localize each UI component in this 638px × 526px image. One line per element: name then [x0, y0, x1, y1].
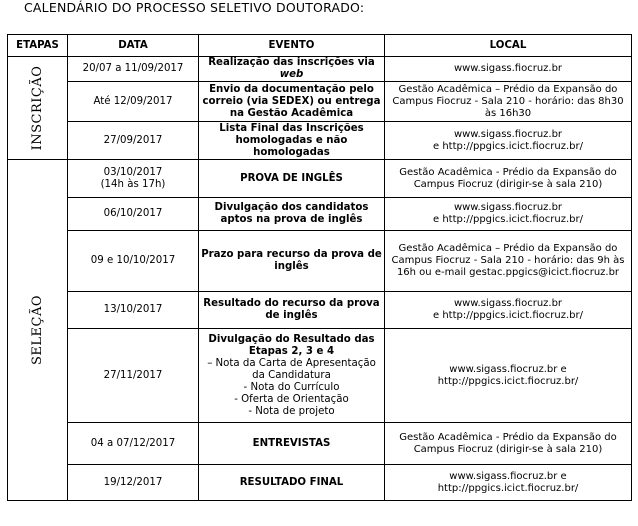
cell-local: www.sigass.fiocruz.br [385, 57, 632, 82]
cell-evento: Prazo para recurso da prova de inglês [199, 231, 385, 292]
cell-data: 27/11/2017 [68, 329, 199, 423]
cell-local [385, 329, 632, 423]
stage-selecao-label: SELEÇÃO [29, 294, 45, 366]
header-data: DATA [68, 35, 199, 57]
cell-data: 04 a 07/12/2017 [68, 423, 199, 465]
cell-evento: RESULTADO FINAL [199, 465, 385, 501]
evento-item: - Nota do Currículo [243, 381, 340, 393]
table-row [8, 198, 632, 231]
calendar-table [7, 34, 632, 501]
evento-item: - Nota de projeto [248, 405, 335, 417]
cell-local: Gestão Acadêmica - Prédio da Expansão do Campus Fiocruz (dirigir-se à sala 210) [385, 160, 632, 198]
table-row [8, 122, 632, 160]
header-etapas: ETAPAS [8, 35, 68, 57]
table-row [8, 57, 632, 82]
stage-inscricao-label: INSCRIÇÃO [29, 65, 45, 151]
local-line-1: www.sigass.fiocruz.br [453, 128, 563, 140]
table-row [8, 465, 632, 501]
stage-selecao [8, 160, 68, 501]
table-row [8, 329, 632, 423]
evento-web-text: web [279, 69, 304, 80]
local-line-1: www.sigass.fiocruz.br [453, 202, 563, 213]
local-line-1: www.sigass.fiocruz.br e [449, 470, 567, 482]
local-line-2: http://ppgics.icict.fiocruz.br/ [437, 482, 579, 494]
data-line-2: (14h às 17h) [100, 178, 166, 190]
local-line-1: www.sigass.fiocruz.br e [449, 363, 567, 375]
cell-evento: Envio da documentação pelo correio (via SEDEX) ou entrega na Gestão Acadêmica [199, 82, 385, 122]
cell-local: Gestão Acadêmica - Prédio da Expansão do Campus Fiocruz (dirigir-se à sala 210) [385, 423, 632, 465]
cell-local: Gestão Acadêmica – Prédio da Expansão do Campus Fiocruz - Sala 210 - horário: das 8h30 às 16h30 [385, 82, 632, 122]
cell-local [385, 198, 632, 231]
cell-data: 09 e 10/10/2017 [68, 231, 199, 292]
cell-data: 27/09/2017 [68, 122, 199, 160]
table-row [8, 82, 632, 122]
cell-evento: Divulgação dos candidatos aptos na prova de inglês [199, 198, 385, 231]
table-row [8, 423, 632, 465]
cell-evento: Resultado do recurso da prova de inglês [199, 292, 385, 329]
cell-data: Até 12/09/2017 [68, 82, 199, 122]
cell-local [385, 292, 632, 329]
evento-text: Realização das inscrições via [208, 57, 375, 68]
local-line-2: e http://ppgics.icict.fiocruz.br/ [433, 214, 583, 225]
table-row [8, 160, 632, 198]
cell-evento: Lista Final das Inscrições homologadas e não homologadas [199, 122, 385, 160]
stage-inscricao [8, 57, 68, 160]
cell-data [68, 160, 199, 198]
cell-evento [199, 329, 385, 423]
cell-evento [199, 57, 385, 82]
table-row [8, 292, 632, 329]
local-line-1: www.sigass.fiocruz.br [453, 298, 563, 309]
cell-data: 19/12/2017 [68, 465, 199, 501]
header-local: LOCAL [385, 35, 632, 57]
local-line-2: http://ppgics.icict.fiocruz.br/ [437, 375, 579, 387]
cell-data: 06/10/2017 [68, 198, 199, 231]
data-line-1: 03/10/2017 [103, 166, 163, 178]
evento-item: - Oferta de Orientação [234, 393, 349, 405]
header-evento: EVENTO [199, 35, 385, 57]
cell-data: 20/07 a 11/09/2017 [68, 57, 199, 82]
cell-evento: ENTREVISTAS [199, 423, 385, 465]
evento-heading: Divulgação do Resultado das Etapas 2, 3 e 4 [208, 333, 375, 357]
table-row [8, 231, 632, 292]
cell-data: 13/10/2017 [68, 292, 199, 329]
page-title: CALENDÁRIO DO PROCESSO SELETIVO DOUTORADO: [24, 0, 365, 15]
header-row [8, 35, 632, 57]
local-line-2: e http://ppgics.icict.fiocruz.br/ [433, 140, 583, 152]
local-line-2: e http://ppgics.icict.fiocruz.br/ [433, 310, 583, 321]
cell-evento: PROVA DE INGLÊS [199, 160, 385, 198]
cell-local: Gestão Acadêmica – Prédio da Expansão do Campus Fiocruz - Sala 210 - horário: das 9h às 16h ou e-mail gestac.ppgics@icict.fiocruz.br [385, 231, 632, 292]
cell-local [385, 465, 632, 501]
cell-local [385, 122, 632, 160]
evento-item: – Nota da Carta de Apresentação da Candidatura [207, 357, 376, 381]
